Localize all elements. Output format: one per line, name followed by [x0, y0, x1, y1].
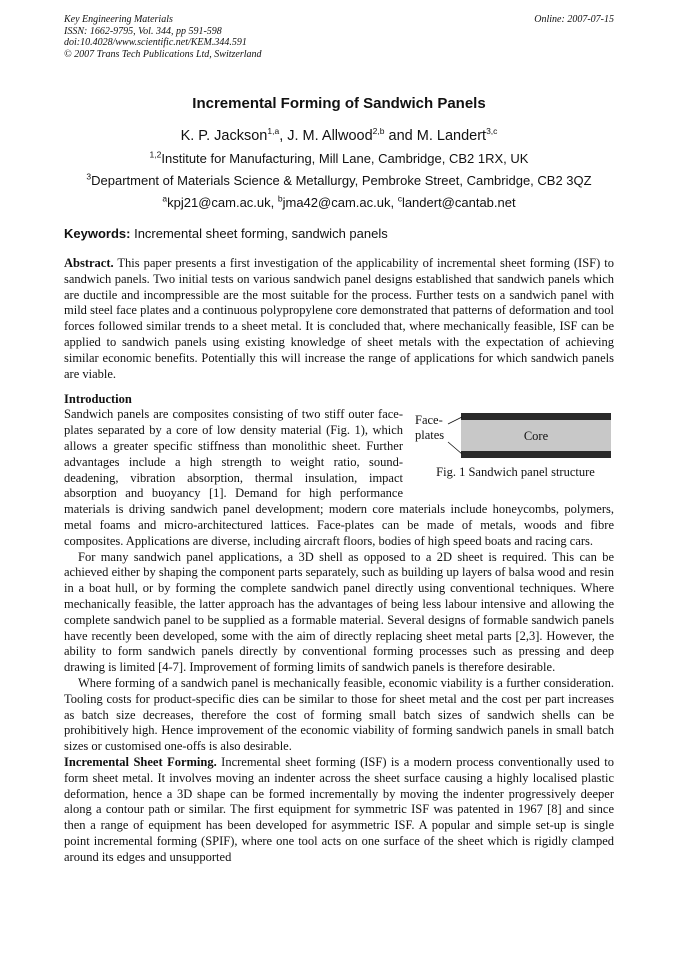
face-plate-top	[461, 413, 611, 420]
figure-1	[417, 409, 614, 487]
introduction-heading: Introduction	[64, 392, 132, 407]
journal-doi: doi:10.4028/www.scientific.net/KEM.344.591	[64, 37, 247, 48]
intro-paragraph-3: Where forming of a sandwich panel is mechanically feasible, economic viability is a further consideration. Tooling costs for product-specific dies can be similar to those for sheet metal and the cost per part increases as batch size decreases, therefore the cost of forming small batch sizes of sandwich shells can be prohibitively high. Hence improvement of the economic viability of forming sandwich panels in small batch sizes or customised one-offs is also desirable.	[64, 675, 614, 754]
pointer-line-bottom	[448, 442, 462, 454]
face-label: Face-	[415, 413, 443, 428]
paper-page	[64, 14, 614, 865]
introduction-body	[64, 407, 614, 865]
author-2: J. M. Allwood	[287, 128, 373, 144]
figure-1-caption: Fig. 1 Sandwich panel structure	[436, 465, 595, 480]
paper-title: Incremental Forming of Sandwich Panels	[192, 95, 486, 112]
author-2-sup: 2,b	[372, 126, 385, 137]
isf-paragraph	[64, 755, 614, 866]
author-sep-1: ,	[279, 128, 288, 144]
journal-header	[64, 14, 614, 64]
email-3-sup: c	[397, 193, 402, 204]
affiliation-2-sup: 3	[86, 171, 92, 182]
author-3-sup: 3,c	[486, 126, 498, 137]
author-1-sup: 1,a	[267, 126, 280, 137]
abstract-label: Abstract.	[64, 256, 114, 270]
abstract-text: This paper presents a first investigation of the applicability of incremental sheet forming (ISF) to sandwich panels. Two initial tests on various sandwich panel designs established that sandwich panels which are ductile and incompressible are the most suitable for the process. Further tests on a sandwich panel with mild steel face plates and a continuous polypropylene core demonstrated that patterns of deformation and tool forces followed similar trends to a sheet metal. It is concluded that, where mechanically feasible, ISF can be applied to sandwich panels using existing knowledge of sheet metals with the expectation of achieving similar economic benefits. Potentially this will increase the range of applications for which sandwich panels are viable.	[64, 256, 614, 381]
authors-line	[64, 128, 614, 144]
affiliation-2-text: Department of Materials Science & Metallurgy, Pembroke Street, Cambridge, CB2 3QZ	[91, 173, 592, 188]
intro-paragraph-2: For many sandwich panel applications, a 3D shell as opposed to a 2D sheet is required. This can be achieved either by shaping the component parts separately, such as building up layers of balsa wood and resin in a boat hull, or by forming the complete sandwich panel directly using conventional techniques. Where mechanically feasible, the latter approach has the advantages of being less labour intensive and allowing the complete sandwich panel to be supplied as a formable material. Several designs of formable sandwich panels have recently been developed, some with the aim of directly replacing sheet metal parts [2,3]. However, the ability to form sandwich panels directly by conventional forming processes such as pressing and deep drawing is limited [4-7]. Improvement of forming limits of sandwich panels is therefore desirable.	[64, 549, 614, 675]
journal-issn: ISSN: 1662-9795, Vol. 344, pp 591-598	[64, 25, 222, 37]
abstract	[64, 256, 614, 382]
intro-paragraph-1: Sandwich panels are composites consisting of two stiff outer face-plates separated by a core of low density material (Fig. 1), which allows a greater specific stiffness than monolithic sheet. Further advantages include a high strength to weight ratio, sound-deadening, vibration absorption, thermal insulation, impact absorption and buoyancy [1]. Demand for high performance materials is driving sandwich panel development; modern core materials include honeycombs, polymers, metal foams and micro-architectured lattices. Face-plates can be made of metals, woods and fibre composites. Applications are diverse, including aircraft floors, bodies of high speed boats and racing cars.	[64, 407, 614, 548]
isf-text: Incremental sheet forming (ISF) is a modern process conventionally used to form sheet metal. It involves moving an indenter across the sheet surface causing a highly localised plastic deformation, hence a 3D shape can be formed incrementally by moving the indenter progressively deeper along a contour path or similar. The first equipment for symmetric ISF was patented in 1967 [8] and since then a range of equipment has been developed for asymmetric ISF. A popular and simple set-up is single point incremental forming (SPIF), where one tool acts on one surface of the sheet which is rigidly clamped around its edges and unsupported	[64, 754, 615, 864]
affiliation-2	[64, 173, 614, 188]
sandwich-panel-diagram	[417, 409, 614, 465]
journal-name: Key Engineering Materials	[64, 14, 173, 25]
isf-label: Incremental Sheet Forming.	[64, 754, 217, 769]
keywords-text: Incremental sheet forming, sandwich panels	[130, 226, 388, 241]
online-date: Online: 2007-07-15	[534, 14, 614, 25]
author-1: K. P. Jackson	[180, 128, 268, 144]
author-3: M. Landert	[416, 128, 487, 144]
core-label: Core	[523, 429, 549, 444]
affiliation-1	[64, 151, 614, 166]
keywords-label: Keywords:	[64, 226, 131, 241]
email-3: landert@cantab.net	[401, 195, 516, 210]
affiliation-1-text: Institute for Manufacturing, Mill Lane, Cambridge, CB2 1RX, UK	[161, 151, 529, 166]
email-1-sup: a	[162, 193, 168, 204]
journal-copyright: © 2007 Trans Tech Publications Ltd, Switzerland	[64, 48, 262, 60]
face-plate-bottom	[461, 451, 611, 458]
email-line	[64, 195, 614, 210]
pointer-line-top	[448, 417, 462, 424]
author-sep-2: and	[384, 128, 417, 144]
email-2-sup: b	[277, 193, 283, 204]
journal-info	[64, 14, 262, 60]
keywords	[64, 226, 614, 241]
email-2: jma42@cam.ac.uk,	[282, 195, 398, 210]
plates-label: plates	[415, 428, 445, 443]
affiliation-1-sup: 1,2	[149, 149, 162, 160]
email-1: kpj21@cam.ac.uk,	[167, 195, 278, 210]
